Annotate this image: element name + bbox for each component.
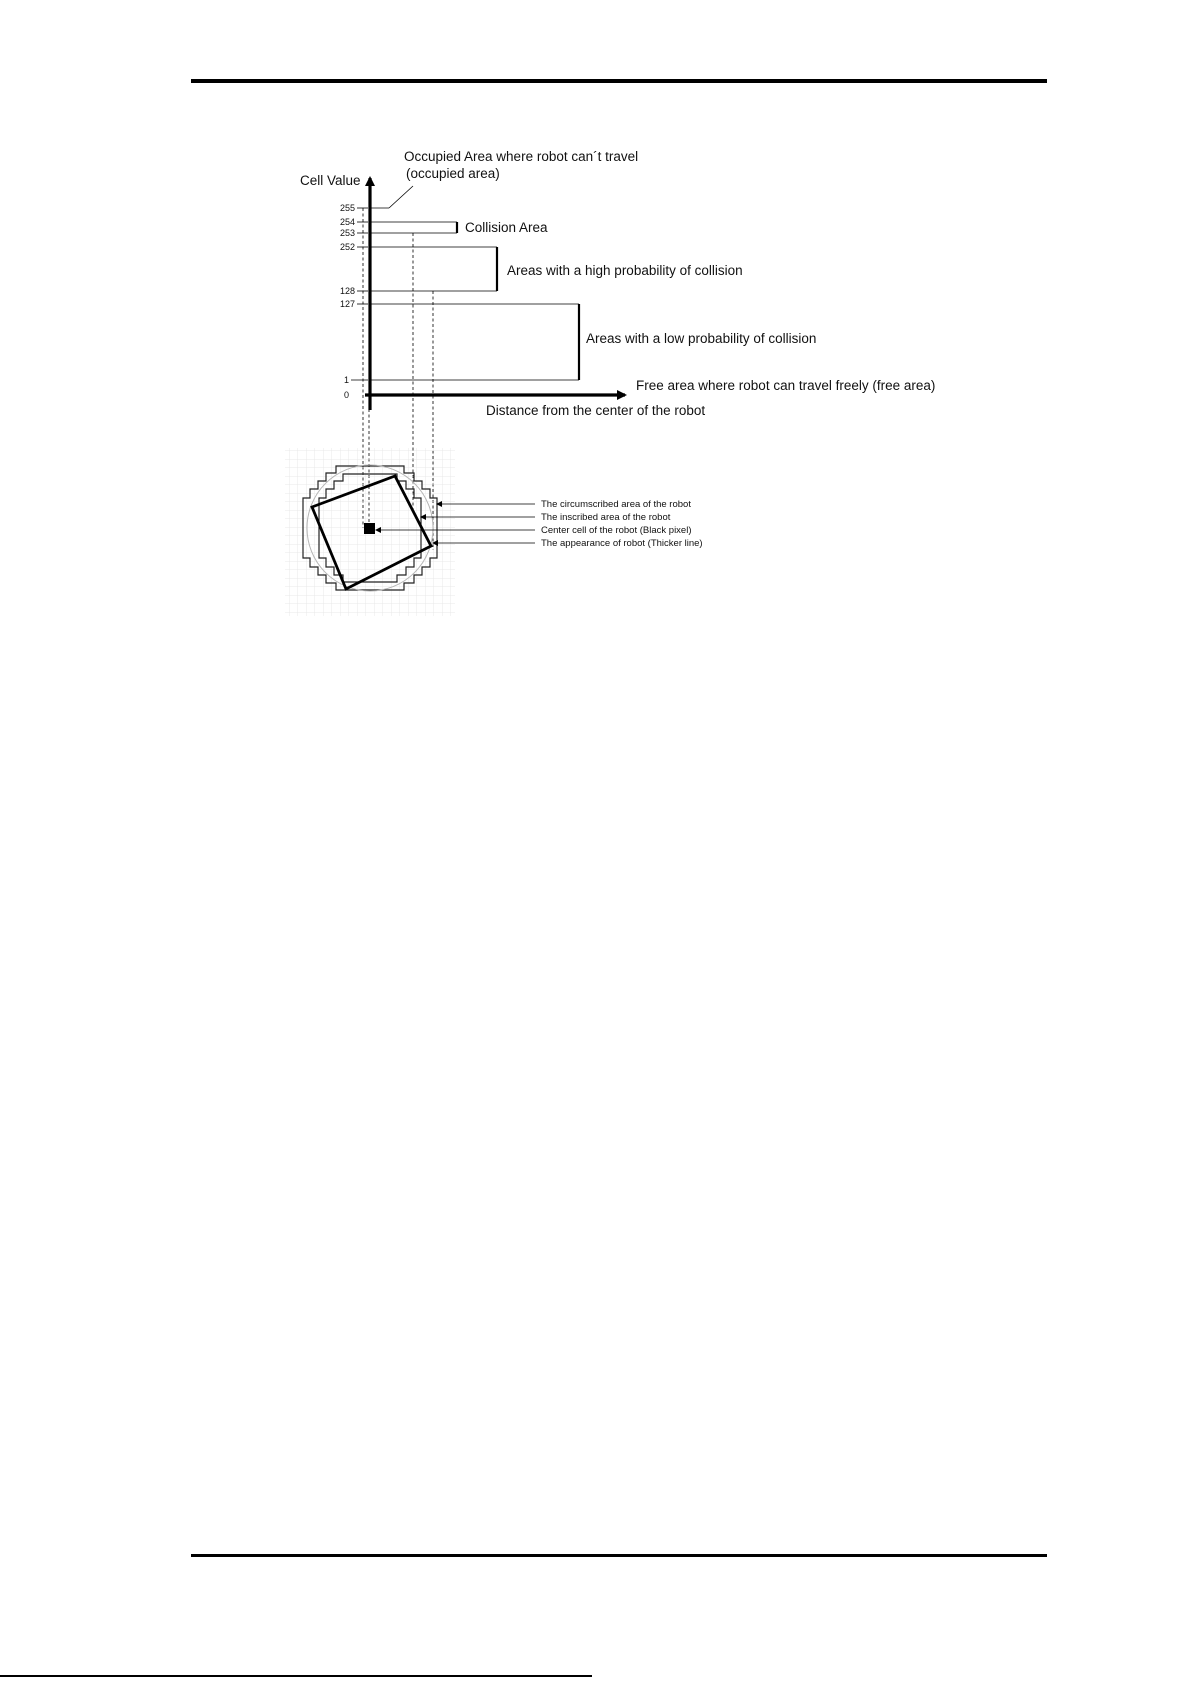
tick-0: 0 bbox=[343, 390, 349, 400]
callout-center-cell: Center cell of the robot (Black pixel) bbox=[541, 525, 692, 536]
low-probability-band bbox=[370, 304, 579, 380]
occupied-area-label: Occupied Area where robot can´t travel bbox=[404, 149, 639, 164]
tick-253: 253 bbox=[339, 228, 355, 238]
center-cell bbox=[364, 523, 375, 534]
occupied-leader bbox=[370, 186, 413, 208]
robot-grid-diagram bbox=[285, 448, 455, 616]
collision-area-label: Collision Area bbox=[465, 220, 548, 235]
tick-255: 255 bbox=[339, 203, 355, 213]
tick-labels bbox=[340, 203, 355, 400]
footer-rule bbox=[191, 1554, 1047, 1557]
x-axis-label: Distance from the center of the robot bbox=[486, 403, 706, 418]
free-area-label: Free area where robot can travel freely (free area) bbox=[636, 378, 936, 393]
footnote-rule bbox=[0, 1675, 592, 1677]
occupied-area-sublabel: (occupied area) bbox=[406, 166, 500, 181]
callout-circumscribed: The circumscribed area of the robot bbox=[541, 499, 691, 510]
high-probability-label: Areas with a high probability of collision bbox=[507, 263, 743, 278]
low-probability-label: Areas with a low probability of collision bbox=[586, 331, 817, 346]
tick-1: 1 bbox=[343, 375, 349, 385]
tick-254: 254 bbox=[339, 217, 355, 227]
tick-128: 128 bbox=[339, 286, 355, 296]
tick-252: 252 bbox=[339, 242, 355, 252]
callout-appearance: The appearance of robot (Thicker line) bbox=[541, 538, 703, 549]
collision-area-band bbox=[370, 222, 457, 233]
callout-inscribed: The inscribed area of the robot bbox=[541, 512, 671, 523]
tick-127: 127 bbox=[339, 299, 355, 309]
y-axis-label: Cell Value bbox=[300, 173, 361, 188]
high-probability-band bbox=[370, 247, 497, 291]
